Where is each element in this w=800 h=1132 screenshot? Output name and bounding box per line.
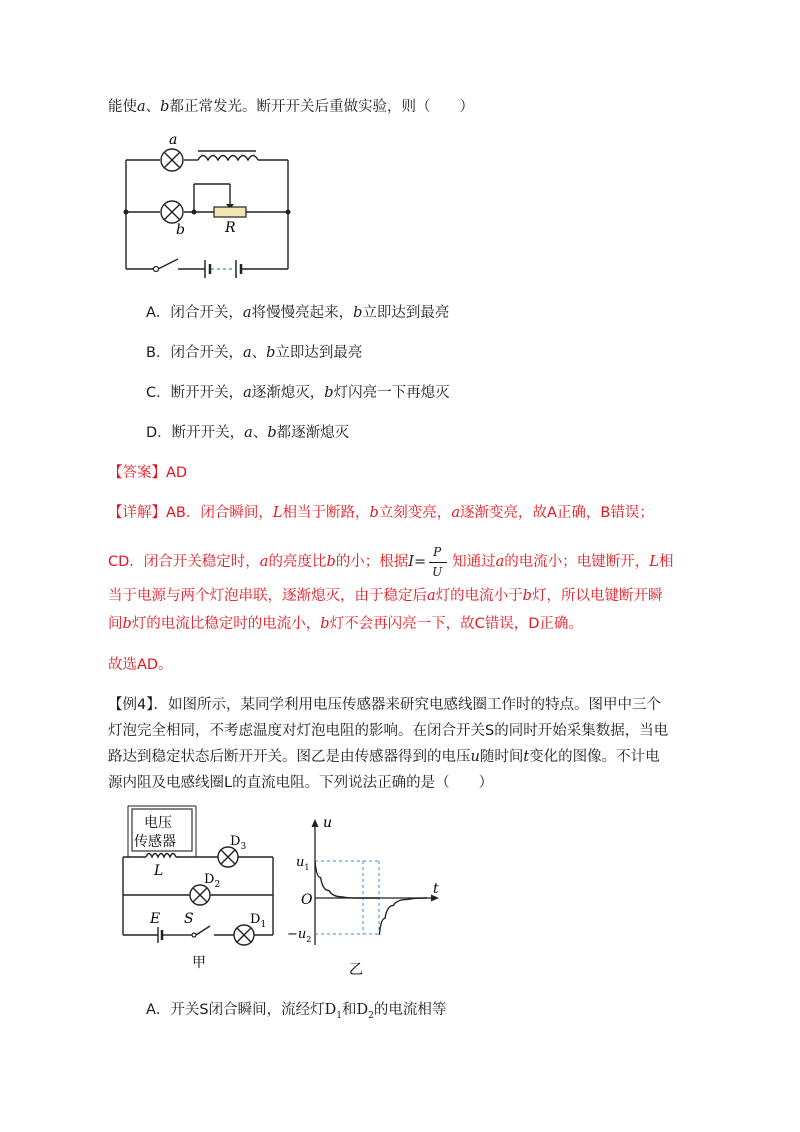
series-curve-2 [379, 898, 427, 935]
lamp-d1-icon [234, 925, 254, 945]
lamp-d2-icon [190, 885, 210, 905]
figure-caption-jia: 甲 [192, 955, 206, 971]
example-4-line-4: 源内阻及电感线圈L的直流电阻。下列说法正确的是（ ） [108, 775, 494, 791]
circuit-figure-1 [110, 132, 310, 292]
label-L: L [154, 863, 164, 879]
lamp-a-icon [161, 149, 183, 171]
series-curve-1 [315, 861, 379, 898]
option-4-a: A．开关S闭合瞬间，流经灯$D_1$和$D_2$的电流相等 [146, 1002, 447, 1021]
label-d1: $D_1$ [250, 912, 267, 930]
detail-line-4: 间b灯的电流比稳定时的电流小，b灯不会再闪亮一下，故C错误，D正确。 [108, 616, 583, 632]
switch-contact [154, 267, 159, 272]
lamp-d3-icon [218, 847, 238, 867]
figure-caption-yi: 乙 [349, 962, 363, 978]
detail-conclusion: 故选AD。 [108, 657, 173, 673]
example-4-line-1: 【例4】．如图所示，某同学利用电压传感器来研究电感线圈工作时的特点。图甲中三个 [108, 697, 661, 713]
answer-line: 【答案】AD [108, 465, 188, 481]
rheostat-icon [214, 207, 246, 217]
sensor-label-line-2: 传感器 [134, 834, 176, 850]
tick-label-neg-u2: $-u_2$ [287, 927, 312, 944]
detail-line-3: 当于电源与两个灯泡串联，逐渐熄灭，由于稳定后a灯的电流小于b灯，所以电键断开瞬 [108, 588, 663, 604]
label-R: R [225, 220, 236, 236]
axis-label-t: t [433, 881, 439, 897]
origin-label: O [301, 892, 313, 908]
lamp-b-icon [161, 201, 183, 223]
option-1-c: C．断开开关，a逐渐熄灭，b灯闪亮一下再熄灭 [146, 385, 450, 401]
detail-line-2: CD．闭合开关稳定时，a的亮度比b的小；根据I= $\frac{P}{U}$ 知通过a的电流小；电键断开，L相 [108, 545, 674, 579]
label-d3: $D_3$ [230, 834, 247, 852]
switch-s-contact [192, 933, 196, 937]
example-4-line-2: 灯泡完全相同，不考虑温度对灯泡电阻的影响。在闭合开关S的同时开始采集数据，当电 [108, 723, 669, 739]
formula-fraction: $\frac{P}{U}$ [426, 552, 452, 572]
formula: I= $\frac{P}{U}$ [408, 554, 452, 570]
option-1-b: B．闭合开关，a、b立即达到最亮 [146, 345, 363, 361]
label-a: a [169, 132, 178, 148]
option-1-a: A．闭合开关，a将慢慢亮起来，b立即达到最亮 [146, 305, 450, 321]
label-E: E [150, 911, 161, 927]
circuit-figure-2 [118, 805, 288, 975]
junction-dot [192, 210, 197, 215]
label-S: S [184, 911, 194, 927]
label-b: b [176, 222, 185, 238]
detail-line-1: 【详解】AB．闭合瞬间，L相当于断路，b立刻变亮，a逐渐变亮，故A正确，B错误； [108, 505, 654, 521]
voltage-time-graph [287, 815, 447, 990]
tick-label-u1: $u_1$ [296, 855, 310, 872]
y-axis-arrow-icon [312, 819, 319, 827]
sensor-label-line-1: 电压 [144, 815, 172, 831]
junction-dot [124, 210, 129, 215]
option-1-d: D．断开开关，a、b都逐渐熄灭 [146, 425, 350, 441]
junction-dot [286, 210, 291, 215]
battery-icon [205, 260, 241, 278]
label-d2: $D_2$ [204, 872, 221, 890]
example-4-line-3: 路达到稳定状态后断开开关。图乙是由传感器得到的电压u随时间t变化的图像。不计电 [108, 749, 660, 765]
intro-line: 能使a、b都正常发光。断开开关后重做实验，则（ ） [108, 99, 474, 115]
axis-label-u: u [323, 815, 333, 831]
